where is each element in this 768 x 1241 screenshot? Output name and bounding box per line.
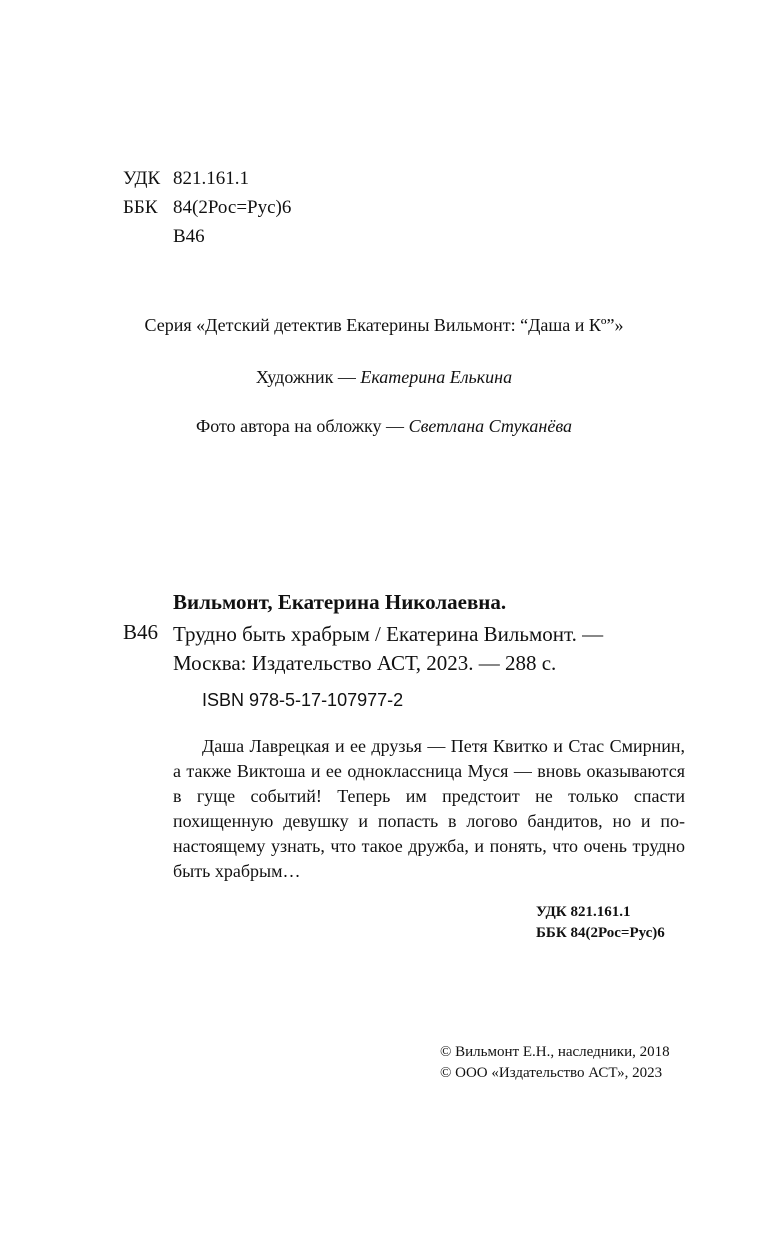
header-codes bbox=[123, 164, 291, 251]
illustrator-name: Екатерина Елькина bbox=[360, 367, 513, 387]
bbk-label: ББК bbox=[123, 197, 158, 218]
catalog-author: Вильмонт, Екатерина Николаевна. bbox=[173, 590, 507, 614]
udk-value: 821.161.1 bbox=[173, 168, 249, 189]
copyright-line-1: © Вильмонт Е.Н., наследники, 2018 bbox=[440, 1044, 670, 1060]
author-mark: В46 bbox=[173, 226, 205, 247]
catalog-title-line-2: Москва: Издательство АСТ, 2023. — 288 с. bbox=[173, 651, 557, 675]
copyright-block bbox=[440, 1042, 670, 1084]
illustrator-line bbox=[0, 367, 768, 388]
footer-bbk: ББК 84(2Рос=Рус)6 bbox=[536, 925, 665, 941]
footer-udk: УДК 821.161.1 bbox=[536, 904, 631, 920]
photo-name: Светлана Стуканёва bbox=[408, 416, 573, 436]
isbn: ISBN 978-5-17-107977-2 bbox=[202, 690, 404, 710]
photo-credit-line bbox=[0, 416, 768, 437]
udk-row bbox=[123, 164, 291, 193]
footer-codes bbox=[536, 902, 665, 944]
catalog-title-line-1: Трудно быть храбрым / Екатерина Вильмонт. — bbox=[173, 622, 604, 646]
catalog-title bbox=[173, 620, 603, 678]
photo-label: Фото автора на обложку — bbox=[195, 416, 409, 436]
annotation-text: Даша Лаврецкая и ее друзья — Петя Квитко и Стас Смирнин, а также Виктоша и ее одноклассница Муся — вновь оказываются в гуще событий! Теперь им предстоит не только спасти похищенную девушку и попасть в логово бандитов, но и по-настоящему узнать, что такое дружба, и понять, что очень трудно быть храбрым… bbox=[173, 736, 685, 881]
udk-label: УДК bbox=[123, 168, 161, 189]
catalog-author-mark: В46 bbox=[123, 620, 159, 644]
bbk-row bbox=[123, 193, 291, 222]
bbk-value: 84(2Рос=Рус)6 bbox=[173, 197, 292, 218]
author-mark-row bbox=[123, 222, 291, 251]
copyright-line-2: © ООО «Издательство АСТ», 2023 bbox=[440, 1065, 663, 1081]
illustrator-label: Художник — bbox=[255, 367, 361, 387]
series-line: Серия «Детский детектив Екатерины Вильмонт: “Даша и Кº”» bbox=[144, 315, 624, 335]
